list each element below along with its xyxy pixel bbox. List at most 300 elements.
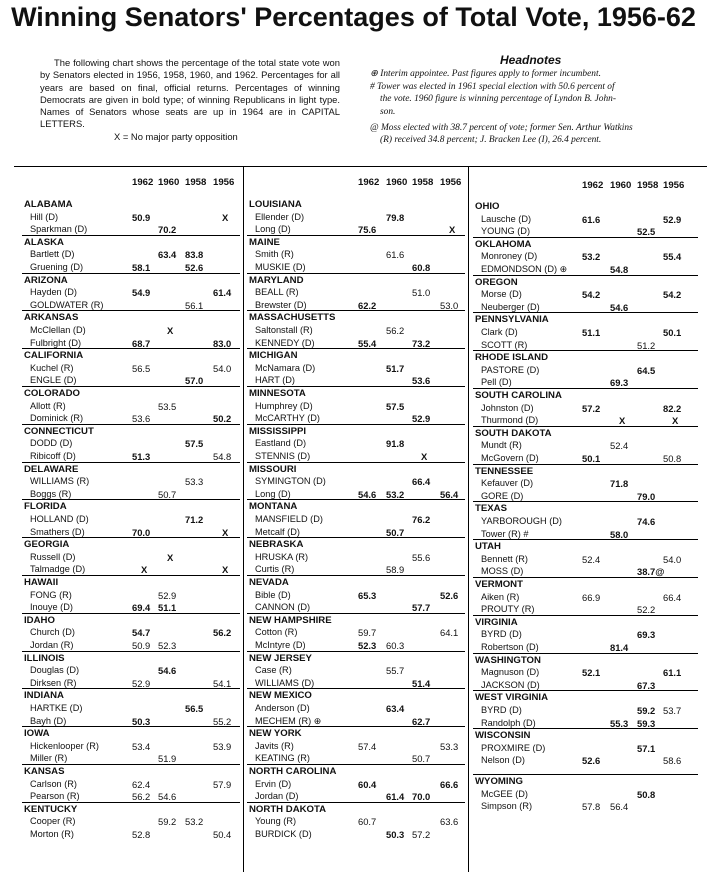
vote-percentage: 83.0 [213,337,232,349]
vote-percentage: 51.9 [158,753,177,765]
senator-name: Robertson (D) [481,642,539,652]
vote-percentage: 60.8 [412,262,431,273]
vote-percentage: 75.6 [358,224,377,236]
senator-name: Douglas (D) [30,665,80,676]
vote-percentage: 58.0 [610,528,629,540]
senator-name: MANSFIELD (D) [255,514,323,524]
state-separator [473,615,698,616]
senator-name: PROXMIRE (D) [481,742,546,753]
vote-percentage: 56.1 [185,299,204,311]
senator-name: Ribicoff (D) [30,451,76,461]
state-separator [22,613,240,614]
vote-percentage: 58.6 [663,755,682,767]
senator-name: Ellender (D) [255,211,305,222]
vote-percentage: 66.9 [582,591,601,603]
senator-name: Cooper (R) [30,816,76,827]
senator-name: Aiken (R) [481,591,520,602]
vote-percentage: 59.2 [637,705,656,716]
state-name: MASSACHUSETTS [249,312,336,324]
vote-percentage: 56.4 [610,801,629,813]
state-separator [473,237,698,238]
senator-name: STENNIS (D) [255,451,311,461]
senator-name: GORE (D) [481,490,524,501]
state-name: NEW MEXICO [249,690,312,702]
year-header: 1960 [610,180,632,191]
vote-percentage: 51.7 [386,362,405,374]
year-header: 1956 [213,177,235,188]
vote-percentage: 57.4 [358,740,377,752]
vote-percentage: 69.3 [637,629,656,641]
vote-percentage: 60.3 [386,640,405,651]
state-separator [22,651,240,652]
state-separator [473,388,698,389]
vote-percentage: 57.2 [582,402,601,414]
state-name: UTAH [475,541,501,553]
vote-percentage: 52.6 [440,589,459,601]
senator-name: Johnston (D) [481,402,534,413]
state-name: NEW HAMPSHIRE [249,614,332,626]
senator-name: Cotton (R) [255,627,298,638]
senator-name: HART (D) [255,375,295,386]
vote-percentage: 50.3 [386,829,405,840]
senator-name: McCARTHY (D) [255,413,320,424]
vote-percentage: 52.4 [610,440,629,452]
senator-name: GOLDWATER (R) [30,299,104,310]
senator-name: Monroney (D) [481,251,538,262]
vote-percentage: 55.4 [663,251,682,263]
senator-name: Curtis (R) [255,564,295,575]
senator-name: Hill (D) [30,211,59,222]
senator-name: ENGLE (D) [30,375,77,386]
vote-percentage: 54.6 [610,301,629,313]
senator-name: Hickenlooper (R) [30,740,99,751]
vote-percentage: 63.6 [440,816,459,828]
state-name: WASHINGTON [475,654,541,666]
state-name: ARIZONA [24,274,68,286]
state-separator [247,273,465,274]
vote-percentage: 52.4 [582,553,601,565]
headnote-line: @ Moss elected with 38.7 percent of vote; former Sen. Arthur Watkins [370,123,633,133]
vote-percentage: 73.2 [412,337,431,349]
state-separator [473,275,698,276]
senator-name: HOLLAND (D) [30,514,89,524]
senator-name: YOUNG (D) [481,226,530,237]
vote-percentage: 61.4 [213,287,232,299]
vote-percentage: 59.2 [158,816,177,828]
state-name: CALIFORNIA [24,350,84,362]
vote-percentage: 54.7 [132,627,151,639]
senator-name: SCOTT (R) [481,339,528,350]
vote-percentage: 52.6 [185,262,204,273]
state-separator [247,310,465,311]
year-header: 1956 [440,177,462,188]
headnote-line: # Tower was elected in 1961 special election with 50.6 percent of [370,82,615,92]
senator-name: Smith (R) [255,249,294,260]
state-name: MONTANA [249,501,298,513]
vote-percentage: 56.4 [440,488,459,500]
senator-name: Randolph (D) [481,717,536,728]
senator-name: Dirksen (R) [30,677,77,688]
vote-percentage: 58.1 [132,262,151,273]
state-separator [473,653,698,654]
senator-name: Simpson (R) [481,801,533,812]
vote-percentage: 50.3 [132,715,151,727]
state-name: LOUISIANA [249,199,302,210]
senator-name: McClellan (D) [30,325,86,335]
vote-percentage: 83.8 [185,249,204,261]
vote-percentage: 76.2 [412,514,431,525]
vote-percentage: 52.8 [132,829,151,840]
senator-name: McGovern (D) [481,453,539,463]
senator-name: Allott (R) [30,400,66,411]
state-separator [22,348,240,349]
vote-percentage: 52.5 [637,226,656,238]
state-separator [22,273,240,274]
senator-name: KEATING (R) [255,753,310,764]
vote-percentage: 62.7 [412,715,431,727]
state-name: HAWAII [24,577,59,588]
state-name: VIRGINIA [475,616,518,628]
vote-percentage: X [222,564,229,576]
vote-percentage: 60.7 [358,816,377,828]
state-name: ALASKA [24,236,64,248]
vote-percentage: 56.5 [185,703,204,714]
state-name: VERMONT [475,579,523,590]
state-separator [247,424,465,425]
vote-percentage: 51.3 [132,451,151,462]
vote-percentage: 38.7@ [637,566,665,578]
state-separator [247,348,465,349]
state-name: SOUTH DAKOTA [475,427,552,439]
senator-name: SYMINGTON (D) [255,476,326,487]
state-separator [473,728,698,729]
state-name: OKLAHOMA [475,238,532,250]
year-header: 1962 [358,177,380,188]
vote-percentage: 61.6 [582,213,601,225]
vote-percentage: 61.6 [386,249,405,261]
vote-percentage: 69.3 [610,377,629,389]
vote-percentage: X [222,526,229,538]
senator-name: Sparkman (D) [30,224,88,235]
column-divider [468,166,469,872]
vote-percentage: X [421,451,428,462]
senator-name: HARTKE (D) [30,703,83,713]
vote-percentage: 53.2 [185,816,204,828]
senator-name: CANNON (D) [255,602,311,613]
state-name: TENNESSEE [475,465,534,477]
vote-percentage: 54.2 [582,289,601,301]
state-separator [247,537,465,538]
vote-percentage: 56.2 [213,627,232,639]
vote-percentage: 51.2 [637,339,656,351]
vote-percentage: 70.0 [132,526,151,538]
senator-name: Jordan (R) [30,640,74,650]
vote-percentage: 65.3 [358,589,377,601]
senator-name: Inouye (D) [30,602,73,613]
state-name: MARYLAND [249,274,304,286]
vote-percentage: 59.3 [637,717,656,729]
vote-percentage: 70.0 [412,791,431,803]
senator-name: McGEE (D) [481,788,528,799]
senator-name: Jordan (D) [255,791,299,802]
vote-percentage: 67.3 [637,679,656,691]
state-name: COLORADO [24,388,80,399]
state-separator [247,688,465,689]
vote-percentage: 54.9 [132,287,151,299]
state-separator [247,499,465,500]
vote-percentage: 61.4 [386,791,405,803]
vote-percentage: 52.3 [358,640,377,651]
senator-name: Young (R) [255,816,297,827]
vote-percentage: 51.1 [582,327,601,338]
state-name: IOWA [24,728,50,740]
senator-name: KENNEDY (D) [255,337,315,348]
year-header: 1960 [386,177,408,188]
senator-name: MOSS (D) [481,566,524,577]
state-separator [247,802,465,803]
state-name: NORTH DAKOTA [249,803,327,815]
vote-percentage: 70.2 [158,224,177,236]
vote-percentage: 52.9 [158,589,177,601]
vote-percentage: 57.2 [412,829,431,840]
state-name: IDAHO [24,614,55,626]
vote-percentage: 50.7 [386,526,405,538]
state-separator [473,577,698,578]
vote-percentage: 91.8 [386,438,405,450]
vote-percentage: 54.2 [663,289,682,301]
year-header: 1956 [663,180,685,191]
state-name: NEBRASKA [249,539,304,551]
state-name: INDIANA [24,690,64,702]
vote-percentage: 52.3 [158,640,177,651]
senator-name: Brewster (D) [255,299,307,310]
vote-percentage: 61.1 [663,667,682,679]
state-separator [22,688,240,689]
senator-name: WILLIAMS (R) [30,476,90,487]
vote-percentage: 52.9 [132,677,151,689]
vote-percentage: 57.8 [582,801,601,813]
vote-percentage: 58.9 [386,564,405,576]
vote-percentage: 55.2 [213,715,232,727]
vote-percentage: 53.2 [582,251,601,263]
vote-percentage: X [672,415,679,427]
state-separator [473,464,698,465]
state-separator [247,235,465,236]
vote-percentage: 50.8 [663,453,682,464]
headnote-line: son. [380,107,396,117]
senator-name: FONG (R) [30,589,72,600]
headnote-line: the vote. 1960 figure is winning percentage of Lyndon B. John- [380,94,616,104]
vote-percentage: 56.2 [132,791,151,803]
state-name: RHODE ISLAND [475,352,549,364]
senator-name: Bartlett (D) [30,249,75,260]
senator-name: BYRD (D) [481,705,522,715]
state-name: MICHIGAN [249,350,298,362]
state-separator [247,651,465,652]
senator-name: PASTORE (D) [481,364,540,375]
senator-name: Magnuson (D) [481,667,540,678]
senator-name: HRUSKA (R) [255,551,309,562]
state-separator [247,764,465,765]
senator-name: Humphrey (D) [255,400,313,411]
senator-name: Morton (R) [30,829,74,839]
vote-percentage: 68.7 [132,337,151,349]
state-separator [22,575,240,576]
vote-percentage: 69.4 [132,602,151,614]
senator-name: MUSKIE (D) [255,262,306,272]
state-name: WISCONSIN [475,730,531,742]
vote-percentage: 82.2 [663,402,682,414]
state-name: OHIO [475,201,500,212]
vote-percentage: 57.5 [185,438,204,450]
state-name: NORTH CAROLINA [249,766,337,777]
vote-percentage: X [167,551,174,563]
vote-percentage: 50.9 [132,640,151,651]
vote-percentage: 53.0 [440,299,459,311]
vote-percentage: 52.9 [412,413,431,425]
senator-name: Kefauver (D) [481,478,534,489]
senator-name: BYRD (D) [481,629,522,640]
vote-percentage: 50.7 [412,753,431,765]
state-separator [22,499,240,500]
state-separator [22,386,240,387]
state-separator [473,539,698,540]
state-separator [22,726,240,727]
vote-percentage: 55.7 [386,665,405,677]
state-separator [247,726,465,727]
senator-name: Mundt (R) [481,440,522,451]
state-name: MISSISSIPPI [249,425,307,437]
vote-percentage: 62.2 [358,299,377,311]
intro-legend-x: X = No major party opposition [114,131,238,142]
vote-percentage: 50.2 [213,413,232,425]
vote-percentage: 55.4 [358,337,377,349]
vote-percentage: X [449,224,456,236]
state-name: NEW YORK [249,728,302,740]
state-name: WEST VIRGINIA [475,692,549,704]
year-header: 1958 [637,180,659,191]
senator-name: JACKSON (D) [481,679,540,690]
state-separator [22,235,240,236]
state-separator [22,802,240,803]
column-divider [243,166,244,872]
senator-name: Talmadge (D) [30,564,86,575]
senator-name: Saltonstall (R) [255,325,313,335]
state-separator [22,424,240,425]
senator-name: Bayh (D) [30,715,67,726]
senator-name: BURDICK (D) [255,829,312,839]
page-title: Winning Senators' Percentages of Total Vote, 1956-62 [11,2,696,32]
senator-name: Smathers (D) [30,526,85,537]
senator-name: WILLIAMS (D) [255,677,315,688]
year-header: 1958 [412,177,434,188]
senator-name: YARBOROUGH (D) [481,516,562,526]
senator-name: Pell (D) [481,377,512,388]
senator-name: Nelson (D) [481,755,525,766]
senator-name: Morse (D) [481,289,522,300]
vote-percentage: 66.6 [440,778,459,790]
vote-percentage: 52.9 [663,213,682,225]
senator-name: Anderson (D) [255,703,310,713]
vote-percentage: 54.0 [663,553,682,565]
senator-name: Long (D) [255,488,291,499]
state-name: PENNSYLVANIA [475,314,549,326]
senator-name: Javits (R) [255,740,294,751]
vote-percentage: 60.4 [358,778,377,790]
senator-name: Ervin (D) [255,778,292,789]
state-separator [473,426,698,427]
intro-paragraph: The following chart shows the percentage of the total state vote won by Senators elected in 1956, 1958, 1960, and 1962. Percentages for all years are based on final, official returns. Percentages of winning Democrats are given in bold type; of winning Republicans in light type. Names of Senators whose seats are up in 1964 are in CAPITAL LETTERS. [40,57,340,130]
vote-percentage: 50.9 [132,211,151,223]
state-separator [22,537,240,538]
vote-percentage: 54.0 [213,362,232,374]
vote-percentage: 64.1 [440,627,459,639]
vote-percentage: 53.4 [132,740,151,752]
state-separator [247,613,465,614]
vote-percentage: 53.3 [185,476,204,488]
year-header: 1958 [185,177,207,188]
senator-name: Gruening (D) [30,262,84,272]
state-separator [247,462,465,463]
state-name: TEXAS [475,503,507,515]
senator-name: Clark (D) [481,327,518,337]
state-name: GEORGIA [24,539,70,551]
vote-percentage: X [141,564,148,576]
vote-percentage: 54.6 [158,665,177,677]
vote-percentage: 63.4 [158,249,177,261]
state-separator [247,575,465,576]
headnote-line: ⊕ Interim appointee. Past figures apply to former incumbent. [370,69,601,79]
vote-percentage: 56.5 [132,362,151,374]
senator-name: McIntyre (D) [255,640,306,650]
vote-percentage: 79.0 [637,490,656,502]
state-name: FLORIDA [24,501,67,513]
headnotes-title: Headnotes [500,53,562,67]
vote-percentage: 66.4 [412,476,431,488]
senator-name: Carlson (R) [30,778,77,789]
vote-percentage: 57.0 [185,375,204,387]
senator-name: Lausche (D) [481,213,532,224]
senator-name: Case (R) [255,665,292,676]
top-rule [14,166,707,167]
vote-percentage: 53.6 [412,375,431,387]
vote-percentage: 56.2 [386,325,405,336]
senator-name: Dominick (R) [30,413,84,424]
vote-percentage: 52.1 [582,667,601,679]
senator-name: McNamara (D) [255,362,316,373]
senator-name: Metcalf (D) [255,526,300,537]
senator-name: Eastland (D) [255,438,307,449]
vote-percentage: 57.7 [412,602,431,614]
vote-percentage: X [619,415,626,427]
state-name: MINNESOTA [249,388,306,399]
senator-name: Long (D) [255,224,291,235]
vote-percentage: 71.2 [185,514,204,525]
state-separator [473,350,698,351]
senator-name: Fulbright (D) [30,337,82,348]
state-separator [22,764,240,765]
senator-name: BEALL (R) [255,287,299,298]
state-name: KANSAS [24,766,65,777]
senator-name: Neuberger (D) [481,301,540,312]
senator-name: Kuchel (R) [30,362,74,373]
vote-percentage: 52.2 [637,604,656,616]
state-name: OREGON [475,276,518,288]
state-separator [473,774,698,775]
vote-percentage: 53.6 [132,413,151,425]
vote-percentage: 57.5 [386,400,405,412]
vote-percentage: 63.4 [386,703,405,714]
